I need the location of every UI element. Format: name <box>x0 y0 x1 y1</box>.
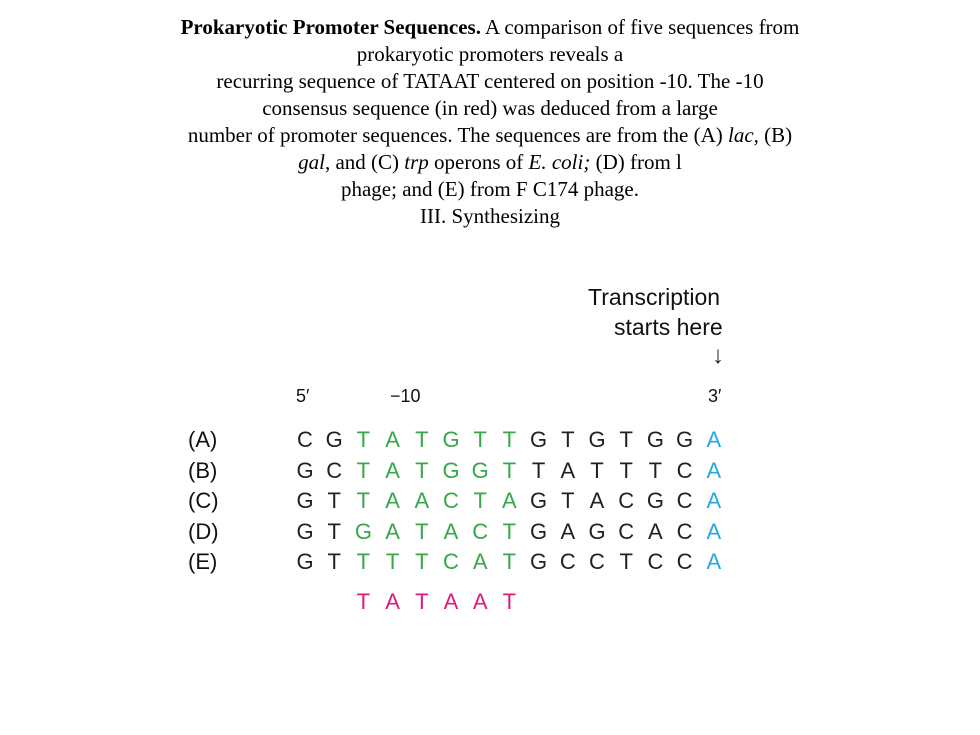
consensus-base: T <box>502 588 517 614</box>
sequence-base: T <box>415 549 429 574</box>
caption-text: (D) from l <box>590 150 682 174</box>
sequence-base: T <box>473 427 487 452</box>
sequence-base: T <box>619 549 633 574</box>
sequence-base: T <box>473 488 487 513</box>
sequence-base: C <box>676 488 693 513</box>
down-arrow-icon: ↓ <box>712 342 724 369</box>
caption-line-4: consensus sequence (in red) was deduced from a large <box>262 96 718 120</box>
sequence-base: T <box>619 457 633 483</box>
sequence-base: G <box>296 457 314 483</box>
sequence-base: T <box>385 549 400 574</box>
consensus-base: T <box>356 588 371 614</box>
caption-line-1 <box>60 14 920 41</box>
sequence-base: G <box>588 518 606 544</box>
transcription-label-line1: Transcription <box>588 284 721 310</box>
sequence-base: T <box>502 549 517 574</box>
sequence-base: C <box>443 488 459 513</box>
sequence-row-label: (A) <box>188 427 218 452</box>
sequence-base: T <box>356 488 371 513</box>
sequence-base: A <box>560 518 576 544</box>
sequence-row-label: (D) <box>188 518 219 544</box>
sequence-base: C <box>326 457 343 483</box>
caption-italic: gal <box>298 150 325 174</box>
caption-italic: lac <box>728 123 754 147</box>
sequence-base: A <box>706 488 722 513</box>
sequence-base: A <box>560 457 576 483</box>
caption-line-5 <box>60 122 920 149</box>
sequence-base: T <box>327 518 341 544</box>
caption-line-8: III. Synthesizing <box>420 204 560 228</box>
sequence-base: T <box>590 457 604 483</box>
sequence-base: C <box>589 549 605 574</box>
caption-text: operons of <box>428 150 529 174</box>
sequence-base: G <box>325 427 343 452</box>
sequence-base: T <box>356 457 371 483</box>
sequence-base: A <box>385 518 400 544</box>
five-prime-label: 5′ <box>296 386 310 406</box>
caption-line-2: prokaryotic promoters reveals a <box>356 42 624 66</box>
sequence-base: G <box>530 518 548 544</box>
sequence-base: A <box>385 488 400 513</box>
sequence-base: A <box>472 549 488 574</box>
caption-line-3: recurring sequence of TATAAT centered on position -10. The -10 <box>216 69 764 93</box>
sequence-base: A <box>706 518 722 544</box>
sequence-base: A <box>589 488 605 513</box>
minus-ten-label: −10 <box>390 386 421 406</box>
sequence-base: T <box>502 518 517 544</box>
sequence-base: T <box>327 488 341 513</box>
sequence-base: G <box>296 549 314 574</box>
figure-caption <box>60 14 920 230</box>
sequence-base: A <box>443 518 459 544</box>
sequence-base: T <box>327 549 341 574</box>
sequence-base: G <box>296 518 314 544</box>
caption-line-7: phage; and (E) from F C174 phage. <box>340 177 639 201</box>
sequence-base: T <box>415 427 429 452</box>
sequence-base: G <box>442 427 460 452</box>
caption-title: Prokaryotic Promoter Sequences. <box>180 15 481 39</box>
sequence-base: G <box>646 488 664 513</box>
sequence-base: G <box>530 549 548 574</box>
sequence-base: G <box>354 518 372 544</box>
sequence-base: A <box>414 488 430 513</box>
sequence-base: C <box>676 549 693 574</box>
sequence-base: G <box>676 427 694 452</box>
sequence-base: C <box>443 549 459 574</box>
sequence-base: T <box>356 427 371 452</box>
sequence-base: G <box>530 488 548 513</box>
sequence-base: G <box>442 457 460 483</box>
three-prime-label: 3′ <box>708 386 722 406</box>
sequence-base: A <box>385 457 400 483</box>
consensus-base: A <box>472 588 488 614</box>
sequence-base: T <box>502 457 517 483</box>
sequence-base: T <box>561 427 575 452</box>
consensus-base: T <box>415 588 429 614</box>
sequence-row-label: (E) <box>188 549 218 574</box>
sequence-base: A <box>706 427 722 452</box>
sequence-base: T <box>356 549 371 574</box>
caption-line-6 <box>60 149 920 176</box>
sequence-base: C <box>472 518 489 544</box>
caption-text: , and (C) <box>324 150 405 174</box>
sequence-base: C <box>647 549 664 574</box>
caption-italic: trp <box>404 150 429 174</box>
sequence-base: C <box>618 518 635 544</box>
consensus-base: A <box>385 588 400 614</box>
sequence-base: T <box>648 457 663 483</box>
sequence-base: C <box>618 488 635 513</box>
caption-italic: E. coli; <box>528 150 591 174</box>
sequence-base: T <box>502 427 517 452</box>
sequence-base: G <box>530 427 548 452</box>
transcription-label-line2: starts here <box>614 314 723 340</box>
sequence-base: T <box>619 427 633 452</box>
sequence-base: C <box>676 457 693 483</box>
sequence-base: G <box>296 488 314 513</box>
sequence-base: C <box>297 427 313 452</box>
sequence-base: A <box>706 457 722 483</box>
sequence-base: A <box>706 549 722 574</box>
sequence-base: A <box>502 488 517 513</box>
sequence-base: T <box>415 518 429 544</box>
sequence-base: A <box>385 427 400 452</box>
sequence-base: C <box>676 518 693 544</box>
sequence-base: A <box>648 518 663 544</box>
sequence-row-label: (C) <box>188 488 219 513</box>
sequence-base: T <box>531 457 546 483</box>
caption-text: A comparison of five sequences from <box>480 15 800 39</box>
sequence-base: G <box>471 457 489 483</box>
sequence-base: C <box>559 549 576 574</box>
sequence-base: T <box>561 488 575 513</box>
sequence-row-label: (B) <box>188 457 218 483</box>
sequence-base: G <box>646 427 664 452</box>
sequence-base: G <box>588 427 606 452</box>
caption-text: number of promoter sequences. The sequences are from the (A) <box>187 123 728 147</box>
caption-text: , (B) <box>753 123 793 147</box>
sequence-base: T <box>415 457 429 483</box>
consensus-base: A <box>443 588 459 614</box>
